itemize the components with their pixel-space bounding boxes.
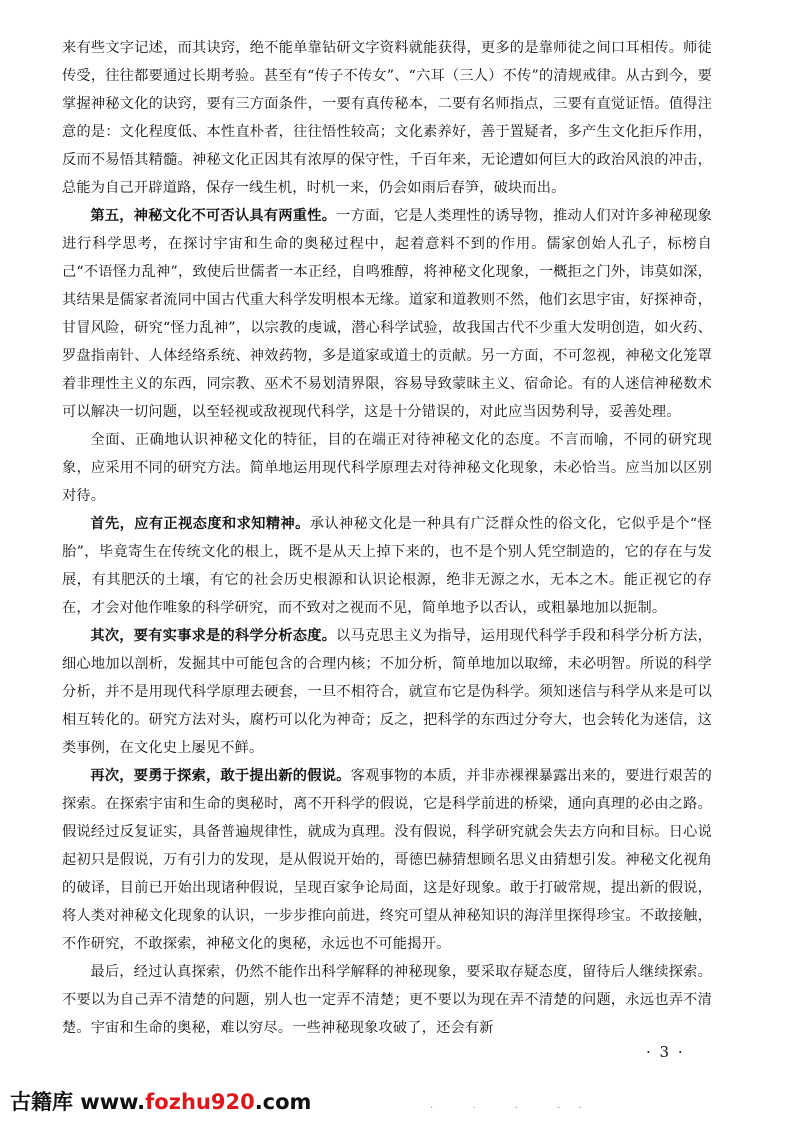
watermark-brand: fozhu920 bbox=[145, 1090, 255, 1114]
body-text bbox=[62, 34, 712, 1042]
paragraph-7: 最后，经过认真探索，仍然不能作出科学解释的神秘现象，要采取存疑态度，留待后人继续探索。不要以为自己弄不清楚的问题，别人也一定弄不清楚；更不要以为现在弄不清楚的问题，永远也弄不清楚。宇宙和生命的奥秘，难以穷尽。一些神秘现象攻破了，还会有新 bbox=[62, 964, 712, 1036]
paragraph-5: 其次，要有实事求是的科学分析态度。以马克思主义为指导，运用现代科学手段和科学分析方法，细心地加以剖析，发掘其中可能包含的合理内核；不加分析，简单地加以取缔，未必明智。所说的科学分析，并不是用现代科学原理去硬套，一旦不相符合，就宣布它是伪科学。须知迷信与科学从来是可以相互转化的。研究方法对头，腐朽可以化为神奇；反之，把科学的东西过分夸大，也会转化为迷信，这类事例，在文化史上屡见不鲜。 bbox=[62, 628, 712, 756]
paragraph-5-lead: 其次，要有实事求是的科学分析态度。 bbox=[90, 628, 337, 644]
paragraph-6-lead: 再次，要勇于探索，敢于提出新的假说。 bbox=[90, 768, 351, 784]
paragraph-2: 第五，神秘文化不可否认具有两重性。一方面，它是人类理性的诱导物，推动人们对许多神秘现象进行科学思考，在探讨宇宙和生命的奥秘过程中，起着意料不到的作用。儒家创始人孔子，标榜自己“不语怪力乱神”，致使后世儒者一本正经，自鸣雅醇，将神秘文化现象，一概拒之门外，讳莫如深，其结果是儒家者流同中国古代重大科学发明根本无缘。道家和道教则不然，他们玄思宇宙，好探神奇，甘冒风险，研究“怪力乱神”，以宗教的虔诚，潜心科学试验，故我国古代不少重大发明创造，如火药、罗盘指南针、人体经络系统、神效药物，多是道家或道士的贡献。另一方面，不可忽视，神秘文化笼罩着非理性主义的东西，同宗教、巫术不易划清界限，容易导致蒙昧主义、宿命论。有的人迷信神秘数术可以解决一切问题，以至轻视或敌视现代科学，这是十分错误的，对此应当因势利导，妥善处理。 bbox=[62, 208, 712, 420]
paragraph-2-lead: 第五，神秘文化不可否认具有两重性。 bbox=[90, 208, 337, 224]
paragraph-6: 再次，要勇于探索，敢于提出新的假说。客观事物的本质，并非赤裸裸暴露出来的，要进行艰苦的探索。在探索宇宙和生命的奥秘时，离不开科学的假说，它是科学前进的桥梁，通向真理的必由之路。假说经过反复证实，具备普遍规律性，就成为真理。没有假说，科学研究就会失去方向和目标。日心说起初只是假说，万有引力的发现，是从假说开始的，哥德巴赫猜想顾名思义由猜想引发。神秘文化视角的破译，目前已开始出现诸种假说，呈现百家争论局面，这是好现象。敢于打破常规，提出新的假说，将人类对神秘文化现象的认识，一步步推向前进，终究可望从神秘知识的海洋里探得珍宝。不敢接触，不作研究，不敢探索，神秘文化的奥秘，永远也不可能揭开。 bbox=[62, 768, 712, 952]
paragraph-4: 首先，应有正视态度和求知精神。承认神秘文化是一种具有广泛群众性的俗文化，它似乎是个“怪胎”，毕竟寄生在传统文化的根上，既不是从天上掉下来的，也不是个别人凭空制造的，它的存在与发展，有其肥沃的土壤，有它的社会历史根源和认识论根源，绝非无源之水，无本之木。能正视它的存在，才会对他作唯象的科学研究，而不致对之视而不见，简单地予以否认，或粗暴地加以扼制。 bbox=[62, 516, 712, 616]
paragraph-3: 全面、正确地认识神秘文化的特征，目的在端正对待神秘文化的态度。不言而喻，不同的研究现象，应采用不同的研究方法。简单地运用现代科学原理去对待神秘文化现象，未必恰当。应当加以区别对待。 bbox=[62, 432, 712, 504]
paragraph-4-lead: 首先，应有正视态度和求知精神。 bbox=[90, 516, 310, 532]
site-watermark: 古籍库 www.fozhu920.com bbox=[10, 1090, 312, 1114]
page-number: · 3 · bbox=[646, 1043, 685, 1061]
scan-specks: . . . .. bbox=[430, 1100, 600, 1111]
paragraph-1: 来有些文字记述，而其诀窍，绝不能单靠钻研文字资料就能获得，更多的是靠师徒之间口耳相传。师徒传受，往往都要通过长期考验。甚至有“传子不传女”、“六耳（三人）不传”的清规戒律。从古到今，要掌握神秘文化的诀窍，要有三方面条件，一要有真传秘本，二要有名师指点，三要有直觉证悟。值得注意的是：文化程度低、本性直朴者，往往悟性较高；文化素养好，善于置疑者，多产生文化拒斥作用，反而不易悟其精髓。神秘文化正因其有浓厚的保守性，千百年来，无论遭如何巨大的政治风浪的冲击，总能为自己开辟道路，保存一线生机，时机一来，仍会如雨后春笋，破块而出。 bbox=[62, 40, 712, 196]
